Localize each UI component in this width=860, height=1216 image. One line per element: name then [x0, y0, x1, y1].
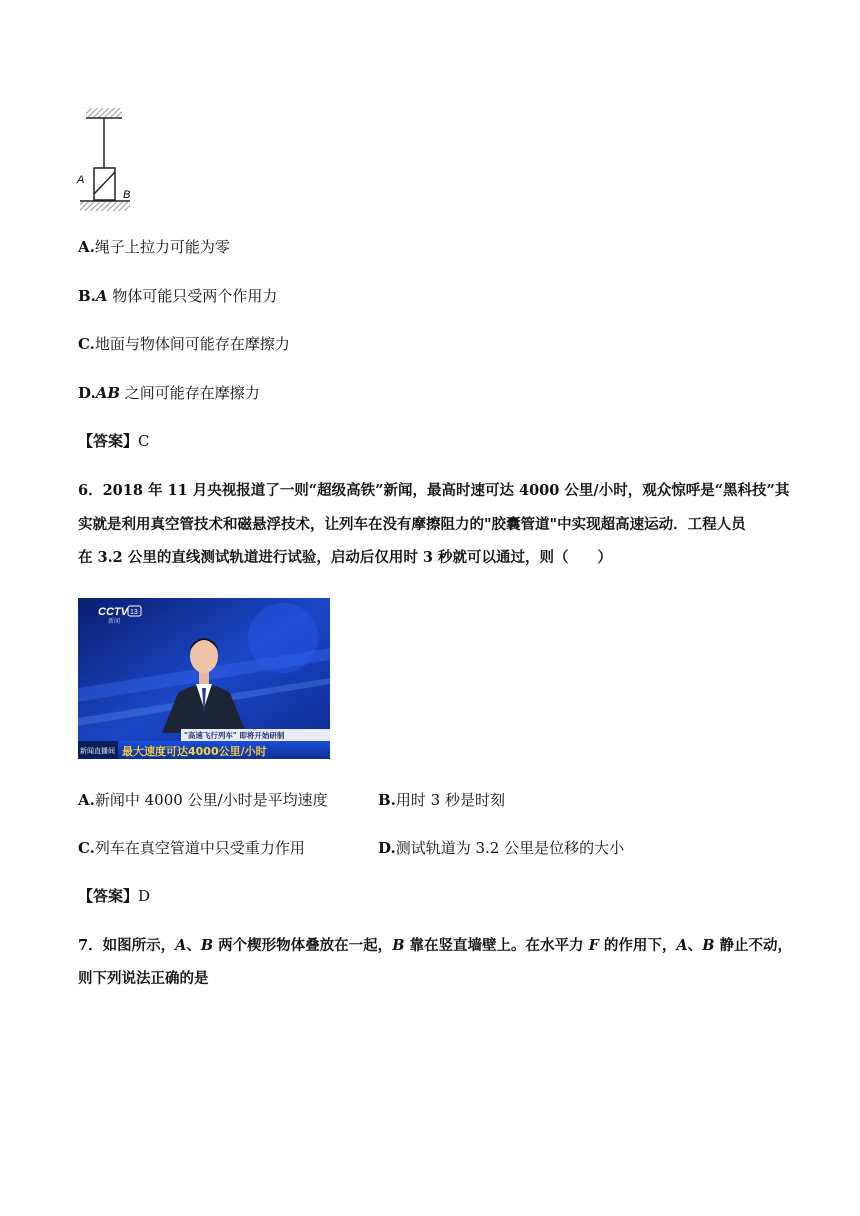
- q5-option-c: [78, 334, 290, 354]
- rope-block-diagram: [76, 106, 136, 214]
- option-text: 地面与物体间可能存在摩擦力: [94, 335, 290, 353]
- option-letter: B.: [78, 287, 96, 305]
- text: 两个楔形物体叠放在一起，: [213, 937, 393, 954]
- text: 静止不动，: [714, 937, 793, 954]
- q6-answer: [78, 886, 150, 906]
- channel-logo: CCTV: [98, 606, 128, 618]
- option-letter: D.: [78, 384, 96, 402]
- option-text: 用时 3 秒是时刻: [395, 791, 505, 809]
- q6-stem-line1: 6．2018 年 11 月央视报道了一则“超级高铁”新闻，最高时速可达 4000 公里/小时，观众惊呼是“黑科技”其: [78, 482, 790, 499]
- option-text: 之间可能存在摩擦力: [120, 384, 260, 402]
- q6-option-c: [78, 838, 305, 858]
- answer-value: D: [138, 887, 151, 905]
- q5-option-a: [78, 237, 230, 257]
- sep: 、: [186, 937, 201, 954]
- italic-var: A: [95, 287, 108, 305]
- answer-label: 【答案】: [78, 432, 139, 450]
- option-letter: C.: [78, 335, 95, 353]
- q7-num: 7．如图所示，: [78, 937, 176, 954]
- ground: [80, 202, 130, 211]
- option-text: 测试轨道为 3.2 公里是位移的大小: [395, 839, 625, 857]
- option-letter: C.: [78, 839, 95, 857]
- channel-sub: 新闻: [108, 618, 121, 625]
- answer-value: C: [138, 432, 150, 450]
- label-b: B: [123, 189, 131, 201]
- q7-stem-line2: 则下列说法正确的是: [78, 970, 209, 987]
- caption-small: "高速飞行列车" 即将开始研制: [184, 731, 285, 740]
- q5-option-d: [78, 383, 260, 403]
- q6-option-b: [378, 790, 505, 810]
- q5-answer: [78, 431, 150, 451]
- option-text: 绳子上拉力可能为零: [94, 238, 230, 256]
- q6-stem-line2: 实就是利用真空管技术和磁悬浮技术，让列车在没有摩擦阻力的"胶囊管道"中实现超高速运动．工程人员: [78, 516, 746, 533]
- option-text: 列车在真空管道中只受重力作用: [94, 839, 305, 857]
- answer-label: 【答案】: [78, 887, 139, 905]
- option-text: 物体可能只受两个作用力: [107, 287, 278, 305]
- ceiling: [86, 108, 122, 118]
- q5-option-b: [78, 286, 277, 306]
- option-text: 新闻中 4000 公里/小时是平均速度: [94, 791, 328, 809]
- channel-number: 13: [130, 609, 138, 616]
- italic-var: AB: [95, 384, 121, 402]
- q7-stem-line1: [78, 936, 792, 956]
- label-a: A: [77, 174, 85, 186]
- text: 的作用下，: [598, 937, 677, 954]
- option-letter: A.: [78, 791, 95, 809]
- news-scene: [78, 598, 330, 759]
- news-screenshot: [78, 598, 330, 759]
- caption-big: 最大速度可达4000公里/小时: [122, 745, 267, 758]
- program-name: 新闻直播间: [80, 747, 115, 755]
- option-letter: B.: [378, 791, 396, 809]
- var-b: B: [392, 937, 405, 954]
- var-a: A: [175, 937, 187, 954]
- var-b: B: [702, 937, 715, 954]
- var-f: F: [588, 937, 599, 954]
- text: 靠在竖直墙壁上。在水平力: [404, 937, 589, 954]
- q6-option-d: [378, 838, 624, 858]
- var-b: B: [200, 937, 214, 954]
- option-letter: D.: [378, 839, 396, 857]
- q6-stem-line3: 在 3.2 公里的直线测试轨道进行试验，启动后仅用时 3 秒就可以通过，则（ ）: [78, 549, 613, 566]
- option-letter: A.: [78, 238, 95, 256]
- var-a: A: [676, 937, 688, 954]
- q6-option-a: [78, 790, 328, 810]
- sep: 、: [687, 937, 703, 954]
